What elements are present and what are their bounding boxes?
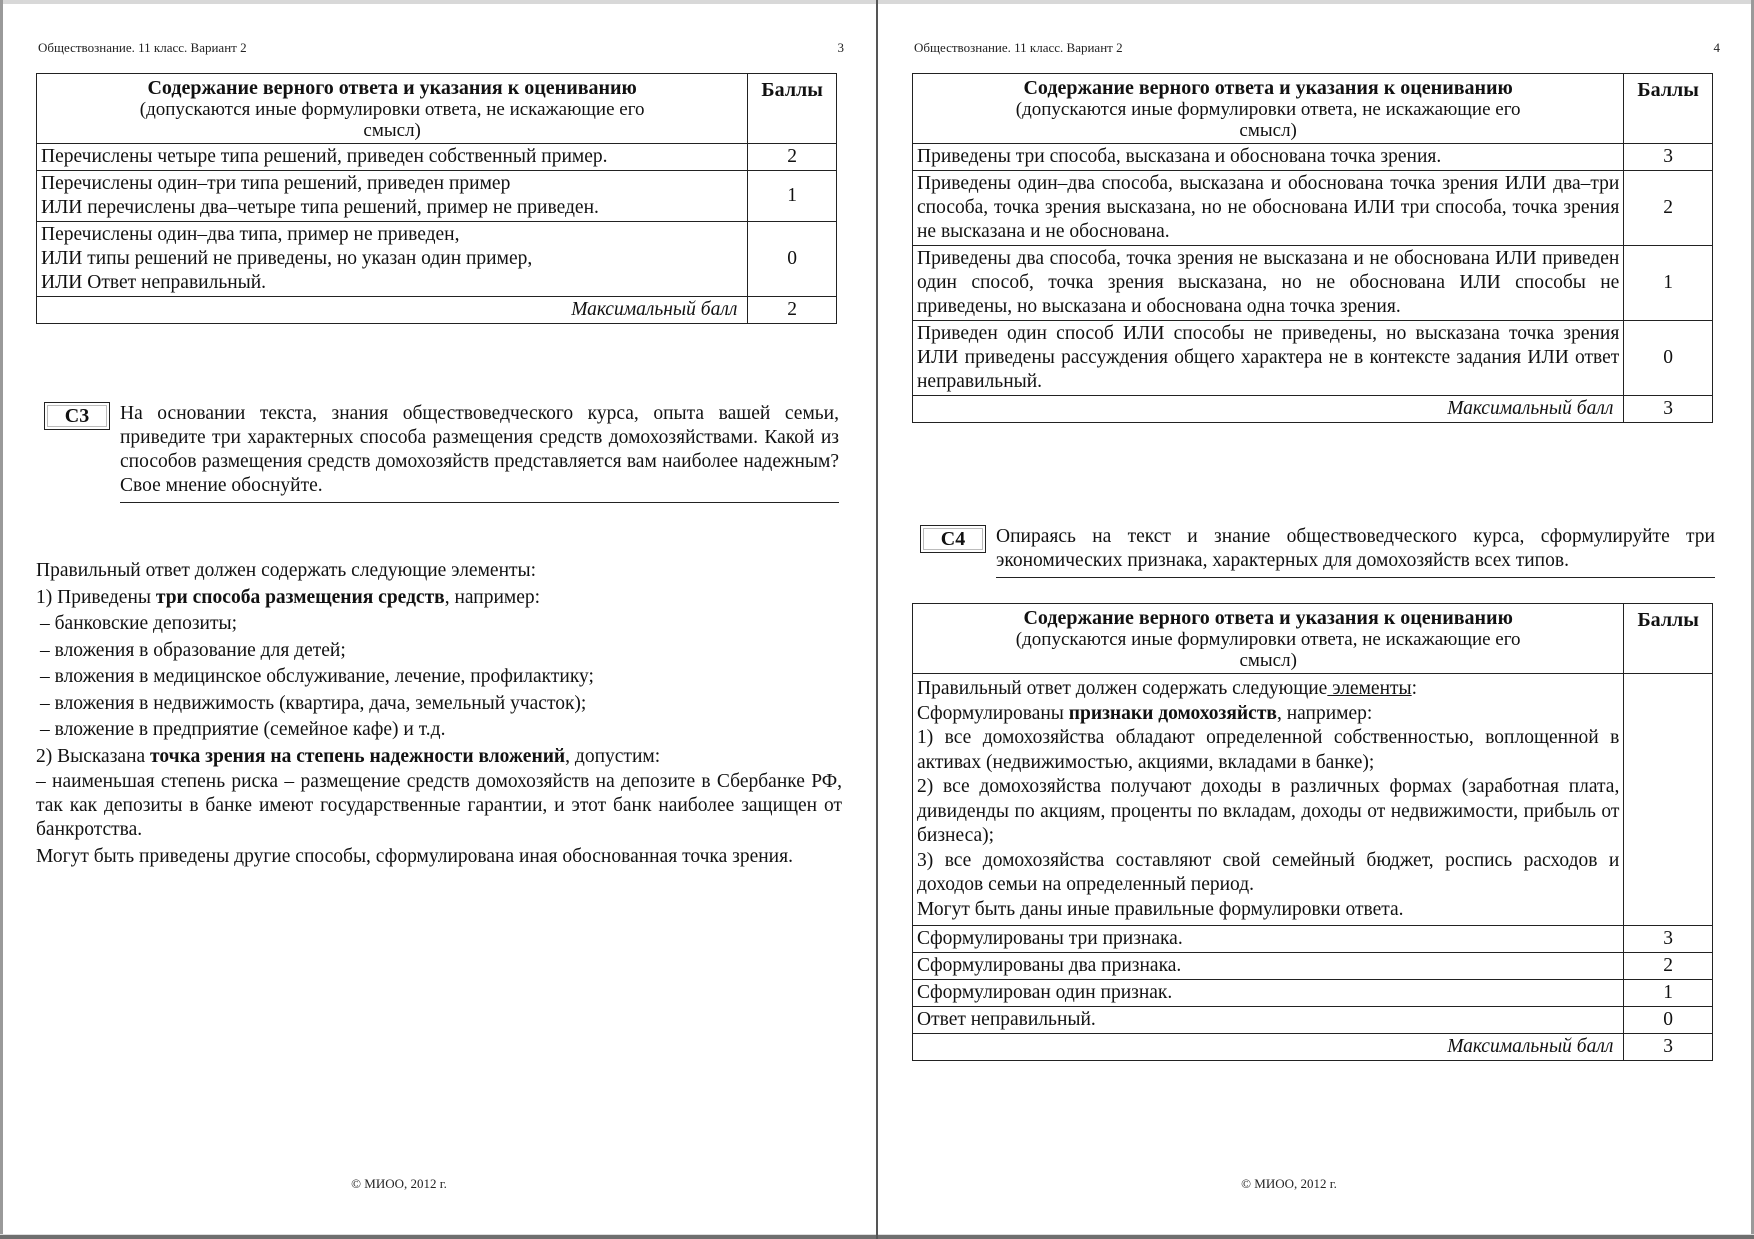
example-item: – вложения в медицинское обслуживание, лечение, профилактику; [40, 666, 594, 687]
answer-item-2-text: – наименьшая степень риска – размещение средств домохозяйств на депозите в Сбербанке РФ, так как депозиты в банке имеют государственные гарантии, и этот банк наиболее защищен от банкротства. [36, 771, 842, 840]
example-item: – вложение в предприятие (семейное кафе) и т.д. [40, 719, 446, 740]
table-header-row [913, 604, 1713, 674]
running-head [914, 40, 1720, 58]
running-head-title: Обществознание. 11 класс. Вариант 2 [38, 40, 247, 55]
points-cell-empty [1624, 674, 1713, 926]
c3-answer [36, 558, 842, 869]
c3-scoring-table [912, 73, 1713, 423]
max-score-row [913, 1034, 1713, 1061]
max-score-label: Максимальный балл [913, 396, 1624, 423]
footer-copyright: © МИОО, 2012 г. [1241, 1176, 1337, 1191]
criteria-cell: Приведены один–два способа, высказана и обоснована точка зрения ИЛИ два–три способа, точка зрения высказана, но не обоснована ИЛИ три способа, точка зрения не высказана и не обоснована. [913, 171, 1624, 246]
example-item: – вложения в недвижимость (квартира, дача, земельный участок); [40, 692, 587, 714]
table-row [37, 222, 837, 297]
points-cell: 0 [1624, 321, 1713, 396]
table-row [913, 321, 1713, 396]
header-points-cell: Баллы [1624, 604, 1713, 674]
table-row [913, 246, 1713, 321]
page-number: 4 [1713, 40, 1720, 55]
points-cell: 0 [748, 222, 837, 297]
content-item: 3) все домохозяйства составляют свой семейный бюджет, роспись расходов и доходов семьи на определенный период. [917, 849, 1620, 895]
example-item: – вложения в образование для детей; [40, 639, 346, 661]
task-badge-c3: С3 [44, 402, 110, 430]
table-row [913, 953, 1713, 980]
max-score-row [37, 297, 837, 324]
points-cell: 2 [1624, 171, 1713, 246]
points-cell: 2 [1624, 953, 1713, 980]
table-row [913, 926, 1713, 953]
answer-content-cell [913, 674, 1624, 926]
table-row [913, 144, 1713, 171]
header-subtitle: (допускаются иные формулировки ответа, не искажающие его [1015, 629, 1521, 650]
task-c3 [44, 402, 839, 503]
criteria-cell: Сформулирован один признак. [913, 980, 1624, 1007]
table-row [913, 1007, 1713, 1034]
max-score-value: 3 [1624, 396, 1713, 423]
header-subtitle: (допускаются иные формулировки ответа, не искажающие его [139, 99, 645, 120]
header-title: Содержание верного ответа и указания к оцениванию [1023, 607, 1513, 629]
footer-copyright: © МИОО, 2012 г. [351, 1176, 447, 1191]
page-3 [36, 0, 842, 1239]
criteria-cell: Приведены три способа, высказана и обоснована точка зрения. [913, 144, 1624, 171]
table-row [913, 980, 1713, 1007]
task-question: Опираясь на текст и знание обществоведческого курса, сформулируйте три экономических признака, характерных для домохозяйств всех типов. [996, 525, 1715, 578]
c4-scoring-table [912, 603, 1713, 1061]
content-item: 1) все домохозяйства обладают определенной собственностью, воплощенной в активах (недвижимостью, акциями, вкладами в банке); [917, 727, 1620, 773]
running-head [38, 40, 844, 58]
table-row [37, 171, 837, 222]
header-points-cell: Баллы [748, 74, 837, 144]
max-score-value: 3 [1624, 1034, 1713, 1061]
header-content-cell [37, 74, 748, 144]
header-subtitle-cont: смысл) [363, 120, 421, 141]
criteria-cell: Сформулированы два признака. [913, 953, 1624, 980]
criteria-cell: Перечислены один–два типа, пример не приведен, ИЛИ типы решений не приведены, но указан один пример, ИЛИ Ответ неправильный. [37, 222, 748, 297]
content-item: 2) все домохозяйства получают доходы в различных формах (заработная плата, дивиденды по акциям, проценты по вкладам, доходы от недвижимости, прибыль от бизнеса); [917, 776, 1620, 846]
page-4 [912, 0, 1718, 1239]
criteria-cell: Ответ неправильный. [913, 1007, 1624, 1034]
answer-intro: Правильный ответ должен содержать следующие элементы: [36, 560, 537, 581]
answer-item-2: 2) Высказана точка зрения на степень надежности вложений, допустим: [36, 745, 661, 767]
criteria-cell: Сформулированы три признака. [913, 926, 1624, 953]
criteria-cell: Приведены два способа, точка зрения не высказана и не обоснована ИЛИ приведен один способ, точка зрения высказана, но не обоснована ИЛИ способы не приведены, но высказана и обоснована одна точка зрения. [913, 246, 1624, 321]
table-row [913, 171, 1713, 246]
points-cell: 1 [748, 171, 837, 222]
max-score-value: 2 [748, 297, 837, 324]
example-item: – банковские депозиты; [40, 613, 237, 634]
table-row [37, 144, 837, 171]
criteria-cell: Перечислены один–три типа решений, приведен пример ИЛИ перечислены два–четыре типа решений, пример не приведен. [37, 171, 748, 222]
max-score-label: Максимальный балл [37, 297, 748, 324]
answer-content-row [913, 674, 1713, 926]
running-head-title: Обществознание. 11 класс. Вариант 2 [914, 40, 1123, 55]
page-divider [876, 0, 878, 1239]
points-cell: 3 [1624, 144, 1713, 171]
task-badge-c4: С4 [920, 525, 986, 553]
header-content-cell [913, 604, 1624, 674]
header-subtitle-cont: смысл) [1239, 120, 1297, 141]
content-intro: Правильный ответ должен содержать следующие элементы: [917, 678, 1418, 699]
header-points-cell: Баллы [1624, 74, 1713, 144]
points-cell: 3 [1624, 926, 1713, 953]
header-subtitle: (допускаются иные формулировки ответа, не искажающие его [1015, 99, 1521, 120]
criteria-cell: Приведен один способ ИЛИ способы не приведены, но высказана точка зрения ИЛИ приведены рассуждения общего характера не в контексте задания ИЛИ ответ неправильный. [913, 321, 1624, 396]
criteria-cell: Перечислены четыре типа решений, приведен собственный пример. [37, 144, 748, 171]
viewer-frame-left [0, 0, 3, 1239]
header-content-cell [913, 74, 1624, 144]
c2-scoring-table [36, 73, 837, 324]
content-closing: Могут быть даны иные правильные формулировки ответа. [917, 898, 1404, 920]
max-score-label: Максимальный балл [913, 1034, 1624, 1061]
header-subtitle-cont: смысл) [1239, 650, 1297, 671]
header-title: Содержание верного ответа и указания к оцениванию [1023, 77, 1513, 99]
header-title: Содержание верного ответа и указания к оцениванию [147, 77, 637, 99]
answer-closing: Могут быть приведены другие способы, сформулирована иная обоснованная точка зрения. [36, 846, 793, 867]
content-line-2: Сформулированы признаки домохозяйств, например: [917, 702, 1373, 724]
points-cell: 0 [1624, 1007, 1713, 1034]
points-cell: 1 [1624, 980, 1713, 1007]
table-header-row [913, 74, 1713, 144]
task-c4 [920, 525, 1715, 578]
points-cell: 1 [1624, 246, 1713, 321]
table-header-row [37, 74, 837, 144]
points-cell: 2 [748, 144, 837, 171]
task-question: На основании текста, знания обществоведческого курса, опыта вашей семьи, приведите три характерных способа размещения средств домохозяйствами. Какой из способов размещения средств домохозяйств представляется вам наиболее надежным? Свое мнение обоснуйте. [120, 402, 839, 503]
max-score-row [913, 396, 1713, 423]
page-number: 3 [837, 40, 844, 55]
answer-item-1: 1) Приведены три способа размещения средств, например: [36, 586, 541, 608]
